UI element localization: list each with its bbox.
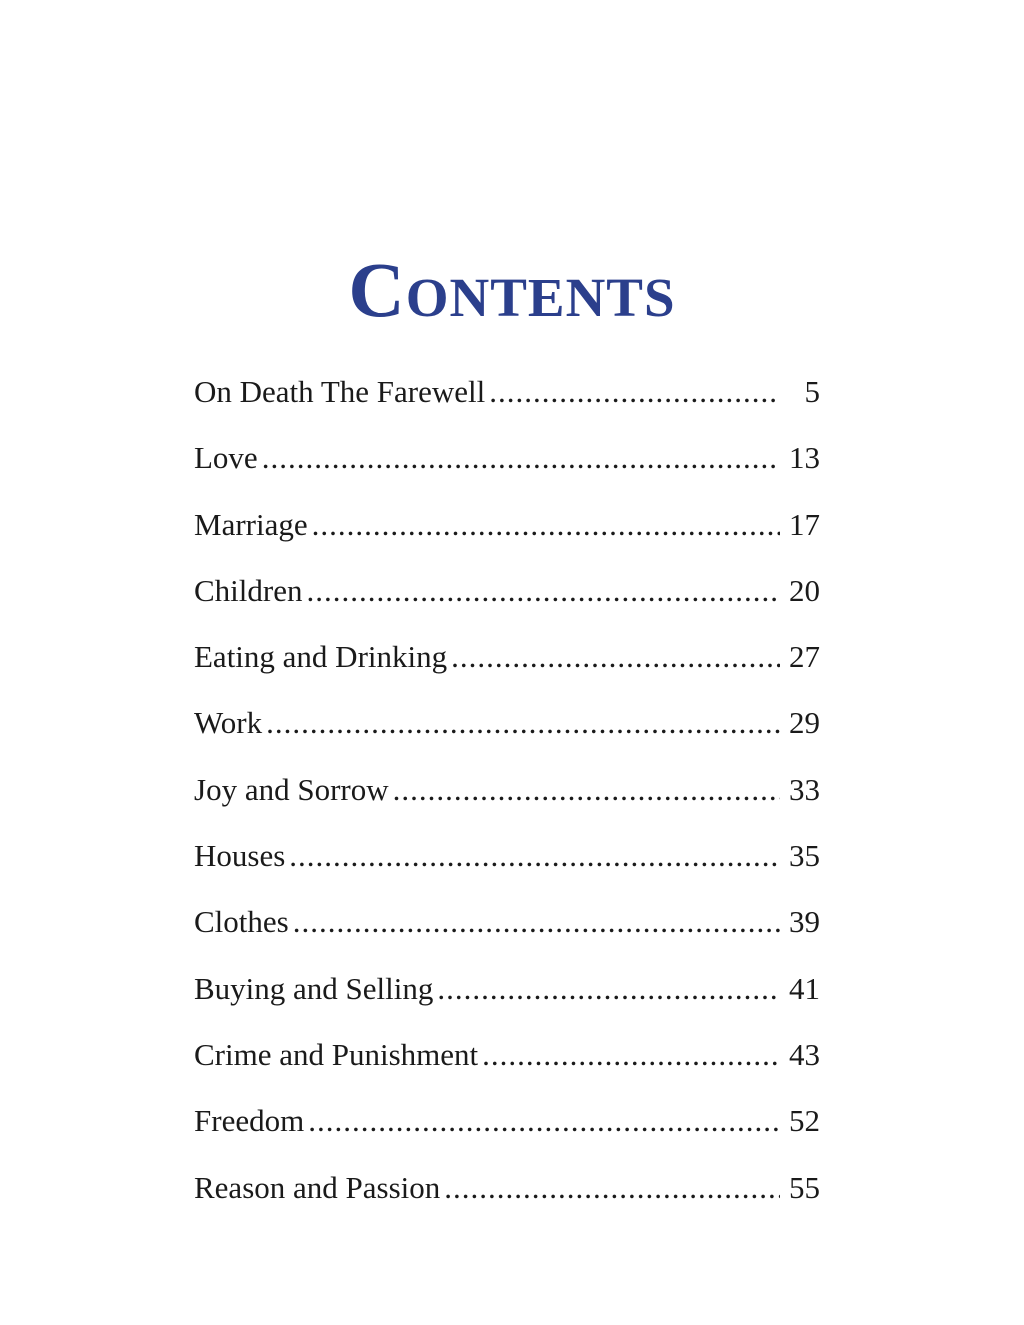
- toc-entry-label: Crime and Punishment: [194, 1036, 479, 1072]
- toc-entry-label: Marriage: [194, 506, 308, 542]
- toc-entry-crime-and-punishment[interactable]: [194, 1037, 820, 1103]
- toc-entry-houses[interactable]: [194, 838, 820, 904]
- toc-entry-label: Clothes: [194, 904, 289, 940]
- dot-leader: [312, 507, 780, 543]
- toc-entry-label: Eating and Drinking: [194, 639, 448, 675]
- dot-leader: [489, 374, 780, 410]
- toc-entry-label: Buying and Selling: [194, 970, 434, 1006]
- toc-entry-eating-and-drinking[interactable]: [194, 639, 820, 705]
- dot-leader: [266, 705, 780, 741]
- table-of-contents: [194, 374, 820, 1236]
- toc-entry-label: Love: [194, 440, 258, 476]
- dot-leader: [482, 1037, 780, 1073]
- toc-page-number: 33: [789, 771, 820, 807]
- toc-entry-label: Houses: [194, 838, 286, 874]
- dot-leader: [262, 440, 780, 476]
- toc-page-number: 27: [789, 639, 820, 675]
- toc-page-number: 52: [789, 1103, 820, 1139]
- toc-entry-label: Children: [194, 572, 303, 608]
- toc-entry-buying-and-selling[interactable]: [194, 971, 820, 1037]
- toc-entry-love[interactable]: [194, 440, 820, 506]
- toc-page-number: 55: [789, 1169, 820, 1205]
- dot-leader: [293, 904, 780, 940]
- dot-leader: [437, 971, 780, 1007]
- page-title: Contents: [348, 246, 676, 334]
- toc-entry-children[interactable]: [194, 573, 820, 639]
- toc-entry-reason-and-passion[interactable]: [194, 1170, 820, 1236]
- toc-entry-clothes[interactable]: [194, 904, 820, 970]
- toc-entry-label: Reason and Passion: [194, 1169, 441, 1205]
- toc-page-number: 17: [789, 506, 820, 542]
- toc-page-number: 20: [789, 572, 820, 608]
- toc-page-number: 5: [804, 374, 820, 409]
- dot-leader: [451, 639, 780, 675]
- dot-leader: [444, 1170, 780, 1206]
- toc-page-number: 41: [789, 970, 820, 1006]
- dot-leader: [308, 1103, 780, 1139]
- toc-entry-work[interactable]: [194, 705, 820, 771]
- toc-page-number: 29: [789, 705, 820, 741]
- toc-page-number: 35: [789, 838, 820, 874]
- dot-leader: [289, 838, 780, 874]
- toc-entry-label: Freedom: [194, 1103, 305, 1139]
- toc-entry-on-death[interactable]: [194, 374, 820, 440]
- toc-entry-label: On Death The Farewell: [194, 374, 486, 409]
- dot-leader: [307, 573, 781, 609]
- toc-page-number: 13: [789, 440, 820, 476]
- toc-entry-freedom[interactable]: [194, 1103, 820, 1169]
- toc-entry-marriage[interactable]: [194, 507, 820, 573]
- toc-page-number: 39: [789, 904, 820, 940]
- toc-entry-label: Joy and Sorrow: [194, 771, 389, 807]
- toc-page-number: 43: [789, 1036, 820, 1072]
- toc-entry-label: Work: [194, 705, 263, 741]
- toc-entry-joy-and-sorrow[interactable]: [194, 772, 820, 838]
- dot-leader: [393, 772, 780, 808]
